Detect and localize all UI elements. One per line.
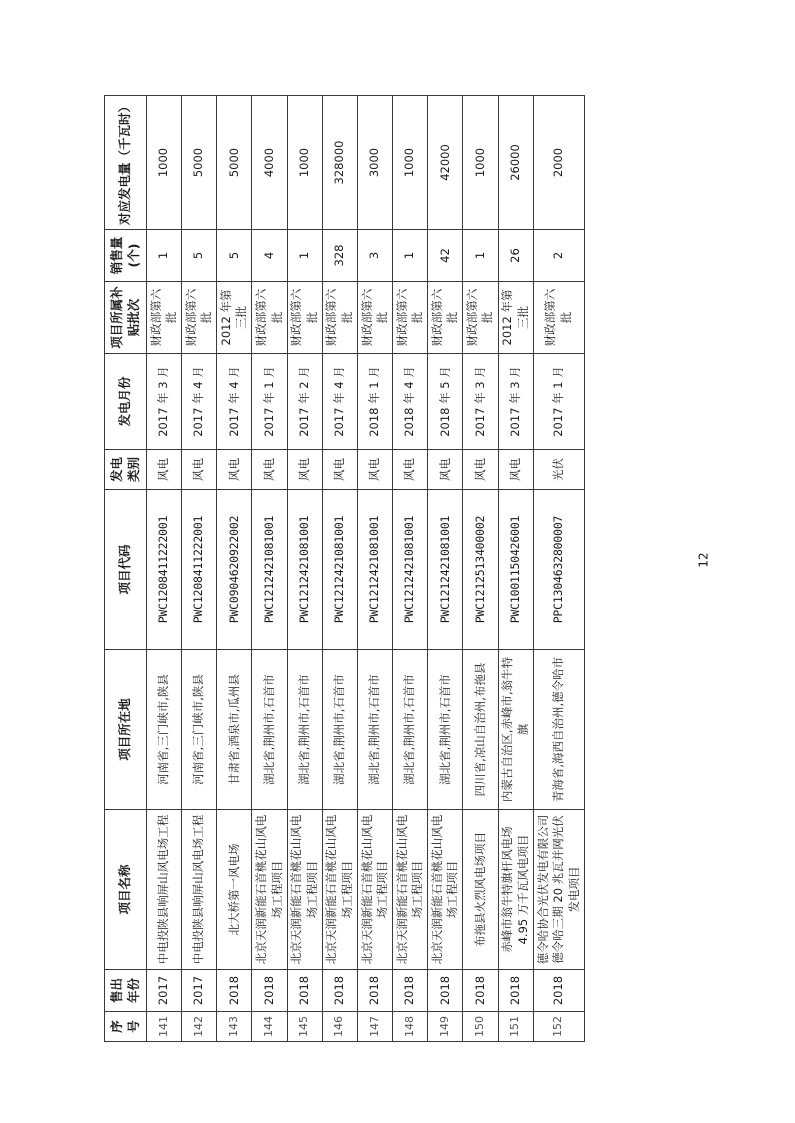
cell-name: 北京天润新能石首桃花山风电场工程项目 [357,810,392,970]
cell-name: 中电投陕县响屏山风电场工程 [147,810,182,970]
cell-code: PWC1208411222001 [182,490,217,650]
cell-month: 2017 年 4 月 [217,354,252,450]
cell-year: 2018 [252,970,287,1012]
header-location: 项目所在地 [105,650,147,810]
cell-code: PPC1304632800007 [533,490,584,650]
cell-type: 风电 [322,450,357,490]
cell-year: 2018 [463,970,498,1012]
cell-seq: 149 [428,1012,463,1042]
cell-power: 1000 [147,96,182,230]
cell-name: 北京天润新能石首桃花山风电场工程项目 [287,810,322,970]
cell-name: 北京天润新能石首桃花山风电场工程项目 [393,810,428,970]
cell-location: 河南省,三门峡市,陕县 [147,650,182,810]
header-seq: 序号 [105,1012,147,1042]
cell-location: 湖北省,荆州市,石首市 [428,650,463,810]
cell-seq: 148 [393,1012,428,1042]
cell-batch: 财政部第六批 [287,282,322,354]
cell-type: 风电 [357,450,392,490]
header-power: 对应发电量（千瓦时） [105,96,147,230]
cell-sales: 1 [147,230,182,282]
cell-location: 甘肃省,酒泉市,瓜州县 [217,650,252,810]
cell-code: PWC1212421081001 [322,490,357,650]
header-month: 发电月份 [105,354,147,450]
cell-location: 青海省,海西自治州,德令哈市 [533,650,584,810]
table-row [147,96,182,1042]
cell-name: 北京天润新能石首桃花山风电场工程项目 [428,810,463,970]
table-row [252,96,287,1042]
cell-sales: 42 [428,230,463,282]
cell-month: 2017 年 1 月 [533,354,584,450]
cell-location: 湖北省,荆州市,石首市 [252,650,287,810]
cell-code: PWC1212421081001 [428,490,463,650]
cell-code: PWC1001150426001 [498,490,533,650]
cell-location: 河南省,三门峡市,陕县 [182,650,217,810]
cell-type: 风电 [428,450,463,490]
table-row [287,96,322,1042]
table-row [322,96,357,1042]
cell-power: 42000 [428,96,463,230]
table-row [357,96,392,1042]
cell-batch: 财政部第六批 [182,282,217,354]
cell-year: 2018 [322,970,357,1012]
cell-sales: 1 [463,230,498,282]
cell-type: 风电 [287,450,322,490]
cell-name: 北大桥第一风电场 [217,810,252,970]
cell-batch: 财政部第六批 [357,282,392,354]
cell-year: 2017 [147,970,182,1012]
cell-type: 风电 [463,450,498,490]
cell-name: 北京天润新能石首桃花山风电场工程项目 [252,810,287,970]
cell-location: 湖北省,荆州市,石首市 [322,650,357,810]
cell-name: 北京天润新能石首桃花山风电场工程项目 [322,810,357,970]
cell-year: 2018 [533,970,584,1012]
table-row [217,96,252,1042]
cell-batch: 2012 年第三批 [217,282,252,354]
cell-name: 赤峰市翁牛特旗杆风电场 4.95 万千瓦风电项目 [498,810,533,970]
cell-year: 2017 [182,970,217,1012]
cell-month: 2017 年 3 月 [463,354,498,450]
cell-year: 2018 [428,970,463,1012]
table-row [463,96,498,1042]
cell-sales: 328 [322,230,357,282]
cell-seq: 151 [498,1012,533,1042]
cell-batch: 财政部第六批 [147,282,182,354]
cell-location: 四川省,凉山自治州,布拖县 [463,650,498,810]
table-row [182,96,217,1042]
cell-seq: 152 [533,1012,584,1042]
table-row [393,96,428,1042]
cell-name: 中电投陕县响屏山风电场工程 [182,810,217,970]
cell-batch: 财政部第六批 [252,282,287,354]
cell-location: 湖北省,荆州市,石首市 [287,650,322,810]
cell-month: 2017 年 4 月 [322,354,357,450]
cell-type: 光伏 [533,450,584,490]
cell-month: 2017 年 2 月 [287,354,322,450]
cell-month: 2018 年 4 月 [393,354,428,450]
cell-sales: 5 [182,230,217,282]
header-sales: 销售量(个) [105,230,147,282]
header-code: 项目代码 [105,490,147,650]
cell-location: 湖北省,荆州市,石首市 [393,650,428,810]
cell-power: 1000 [287,96,322,230]
cell-code: PWC1212421081001 [393,490,428,650]
cell-name: 布拖县火烈风电场项目 [463,810,498,970]
cell-power: 3000 [357,96,392,230]
cell-power: 26000 [498,96,533,230]
cell-month: 2017 年 3 月 [498,354,533,450]
cell-seq: 150 [463,1012,498,1042]
cell-batch: 财政部第六批 [428,282,463,354]
cell-year: 2018 [498,970,533,1012]
cell-type: 风电 [498,450,533,490]
cell-type: 风电 [147,450,182,490]
cell-seq: 143 [217,1012,252,1042]
cell-seq: 142 [182,1012,217,1042]
project-table [104,95,585,1042]
header-type: 发电类别 [105,450,147,490]
cell-location: 内蒙古自治区,赤峰市,翁牛特旗 [498,650,533,810]
cell-code: PWC1212421081001 [287,490,322,650]
cell-code: PWC1212421081001 [357,490,392,650]
cell-code: PWC1212513400002 [463,490,498,650]
cell-year: 2018 [357,970,392,1012]
page-number: 12 [696,552,711,568]
cell-type: 风电 [182,450,217,490]
cell-sales: 4 [252,230,287,282]
cell-power: 328000 [322,96,357,230]
rotated-table-container [104,96,585,1042]
table-header-row [105,96,147,1042]
cell-type: 风电 [252,450,287,490]
cell-year: 2018 [393,970,428,1012]
cell-year: 2018 [217,970,252,1012]
cell-seq: 141 [147,1012,182,1042]
cell-month: 2017 年 1 月 [252,354,287,450]
cell-sales: 5 [217,230,252,282]
cell-power: 5000 [217,96,252,230]
cell-power: 1000 [463,96,498,230]
cell-code: PWC1212421081001 [252,490,287,650]
cell-power: 5000 [182,96,217,230]
cell-month: 2017 年 4 月 [182,354,217,450]
cell-batch: 财政部第六批 [322,282,357,354]
cell-month: 2018 年 1 月 [357,354,392,450]
cell-month: 2018 年 5 月 [428,354,463,450]
table-body [147,96,585,1042]
cell-sales: 2 [533,230,584,282]
table-row [533,96,584,1042]
cell-batch: 财政部第六批 [533,282,584,354]
cell-type: 风电 [393,450,428,490]
cell-seq: 147 [357,1012,392,1042]
cell-batch: 财政部第六批 [393,282,428,354]
cell-power: 4000 [252,96,287,230]
cell-month: 2017 年 3 月 [147,354,182,450]
cell-code: PWC0904620922002 [217,490,252,650]
cell-power: 2000 [533,96,584,230]
header-year: 售出年份 [105,970,147,1012]
table-row [498,96,533,1042]
cell-seq: 146 [322,1012,357,1042]
cell-sales: 3 [357,230,392,282]
cell-batch: 财政部第六批 [463,282,498,354]
cell-batch: 2012 年第三批 [498,282,533,354]
cell-type: 风电 [217,450,252,490]
cell-name: 德令哈协合光伏发电有限公司德令哈三期 20 兆瓦并网光伏发电项目 [533,810,584,970]
cell-location: 湖北省,荆州市,石首市 [357,650,392,810]
table-row [428,96,463,1042]
cell-power: 1000 [393,96,428,230]
header-batch: 项目所属补贴批次 [105,282,147,354]
cell-sales: 26 [498,230,533,282]
cell-seq: 145 [287,1012,322,1042]
cell-seq: 144 [252,1012,287,1042]
cell-sales: 1 [287,230,322,282]
cell-code: PWC1208411222001 [147,490,182,650]
cell-year: 2018 [287,970,322,1012]
cell-sales: 1 [393,230,428,282]
header-name: 项目名称 [105,810,147,970]
